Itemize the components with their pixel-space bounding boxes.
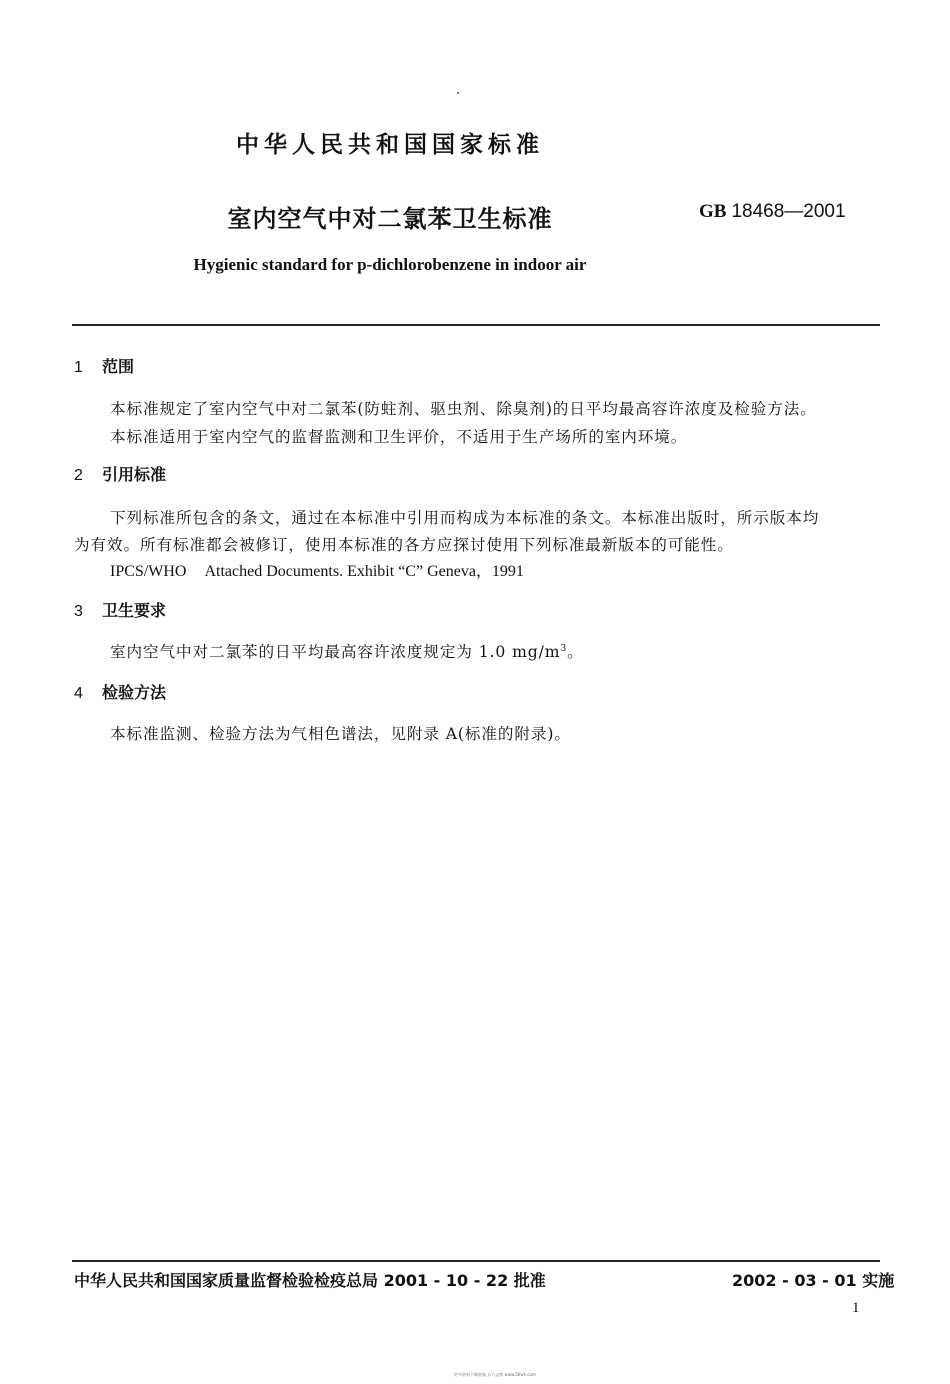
section-number: 1 <box>74 359 83 376</box>
concentration-text: 室内空气中对二氯苯的日平均最高容许浓度规定为 1.0 mg/m <box>110 643 561 661</box>
reference-text: Attached Documents. Exhibit “C” Geneva，1991 <box>204 563 524 580</box>
english-title: Hygienic standard for p-dichlorobenzene in indoor air <box>193 255 587 274</box>
section-1-paragraph-2: 本标准适用于室内空气的监督监测和卫生评价，不适用于生产场所的室内环境。 <box>110 428 688 446</box>
section-title: 卫生要求 <box>102 601 167 620</box>
implementation-date: 2002 - 03 - 01 实施 <box>732 1271 895 1290</box>
footer-divider <box>72 1260 880 1262</box>
section-3-heading <box>74 598 166 621</box>
standard-title: 室内空气中对二氯苯卫生标准 <box>227 205 553 233</box>
reference-entry <box>110 558 524 581</box>
scan-speck <box>457 92 459 94</box>
sentence-end: 。 <box>567 643 584 661</box>
section-title: 引用标准 <box>102 465 167 484</box>
header-divider <box>72 324 880 326</box>
section-2-paragraph-2: 为有效。所有标准都会被修订，使用本标准的各方应探讨使用下列标准最新版本的可能性。 <box>74 536 734 554</box>
standard-code: 18468—2001 <box>731 201 846 222</box>
section-3-paragraph <box>110 640 584 662</box>
section-1-heading <box>74 354 134 377</box>
unit-superscript: 3 <box>560 643 568 654</box>
standard-number <box>699 201 846 223</box>
section-number: 3 <box>74 603 83 620</box>
watermark-note: 更多资料下载收集 五六文库 www.56wk.com <box>454 1372 536 1377</box>
approval-line: 中华人民共和国国家质量监督检验检疫总局 2001 - 10 - 22 批准 <box>74 1271 546 1290</box>
page-number: 1 <box>852 1300 860 1316</box>
national-standard-header: 中华人民共和国国家标准 <box>236 132 544 158</box>
section-number: 2 <box>74 467 83 484</box>
section-number: 4 <box>74 685 83 702</box>
section-2-heading <box>74 462 166 485</box>
section-4-paragraph: 本标准监测、检验方法为气相色谱法，见附录 A(标准的附录)。 <box>110 725 571 743</box>
section-1-paragraph-1: 本标准规定了室内空气中对二氯苯(防蛀剂、驱虫剂、除臭剂)的日平均最高容许浓度及检验方法。 <box>110 400 817 418</box>
section-4-heading <box>74 680 166 703</box>
reference-org: IPCS/WHO <box>110 563 187 580</box>
section-title: 范围 <box>102 357 135 376</box>
standard-prefix: GB <box>699 201 727 222</box>
section-2-paragraph-1: 下列标准所包含的条文，通过在本标准中引用而构成为本标准的条文。本标准出版时，所示版本均 <box>110 509 820 527</box>
section-title: 检验方法 <box>102 683 167 702</box>
